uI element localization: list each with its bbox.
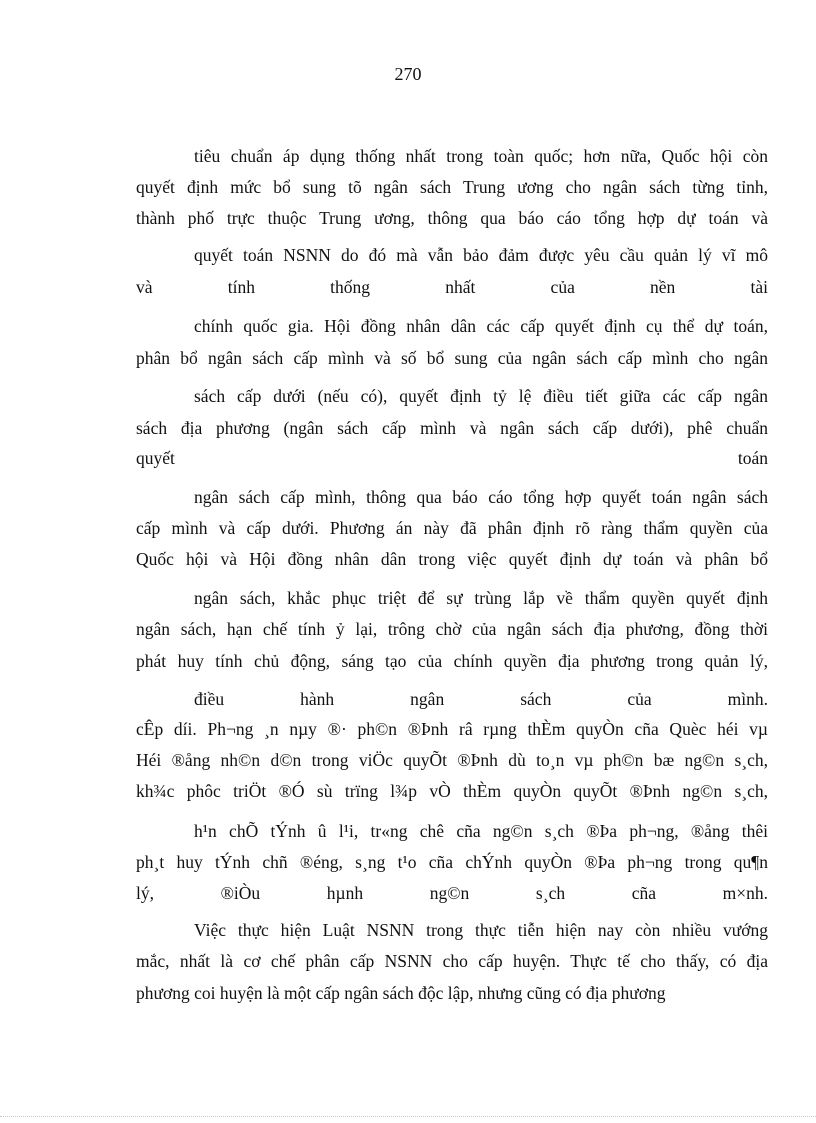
text-line: điều hành ngân sách của mình. (194, 689, 768, 709)
text-line: phát huy tính chủ động, sáng tạo của chính quyền địa phương trong quản lý, (136, 651, 768, 671)
text-line: quyết toán (136, 448, 768, 468)
text-line: chính quốc gia. Hội đồng nhân dân các cấp quyết định cụ thể dự toán, (194, 316, 768, 336)
text-line: lý, ®iÒu hµnh ng©n s¸ch cña m×nh. (136, 883, 768, 903)
text-line: mắc, nhất là cơ chế phân cấp NSNN cho cấp huyện. Thực tế cho thấy, có địa (136, 951, 768, 971)
text-line: ph¸t huy tÝnh chñ ®éng, s¸ng t¹o cña chÝnh quyÒn ®Þa ph¬ng trong qu¶n (136, 852, 768, 872)
text-line: cấp mình và cấp dưới. Phương án này đã phân định rõ ràng thẩm quyền của (136, 518, 768, 538)
text-line: tiêu chuẩn áp dụng thống nhất trong toàn quốc; hơn nữa, Quốc hội còn (194, 146, 768, 166)
text-line: quyết định mức bổ sung tõ ngân sách Trung ương cho ngân sách từng tỉnh, (136, 177, 768, 197)
page-number: 270 (394, 64, 422, 84)
text-line: Việc thực hiện Luật NSNN trong thực tiễn hiện nay còn nhiều vướng (194, 920, 768, 940)
text-line: Quốc hội và Hội đồng nhân dân trong việc quyết định dự toán và phân bổ (136, 549, 768, 569)
footer-divider (0, 1116, 816, 1117)
text-line: ngân sách cấp mình, thông qua báo cáo tổng hợp quyết toán ngân sách (194, 487, 768, 507)
text-line: phương coi huyện là một cấp ngân sách độc lập, nhưng cũng có địa phương (136, 983, 666, 1003)
text-line: Héi ®ång nh©n d©n trong viÖc quyÕt ®Þnh dù to¸n vµ ph©n bæ ng©n s¸ch, (136, 750, 768, 770)
text-line: sách cấp dưới (nếu có), quyết định tỷ lệ điều tiết giữa các cấp ngân (194, 386, 768, 406)
text-line: ngân sách, khắc phục triệt để sự trùng lắp về thẩm quyền quyết định (194, 588, 768, 608)
text-line: và tính thống nhất của nền tài (136, 277, 768, 297)
text-line: h¹n chÕ tÝnh û l¹i, tr«ng chê cña ng©n s¸ch ®Þa ph¬ng, ®ång thêi (194, 821, 768, 841)
text-line: kh¾c phôc triÖt ®Ó sù trïng l¾p vÒ thÈm quyÒn quyÕt ®Þnh ng©n s¸ch, (136, 781, 768, 801)
text-line: quyết toán NSNN do đó mà vẫn bảo đảm được yêu cầu quản lý vĩ mô (194, 245, 768, 265)
text-line: thành phố trực thuộc Trung ương, thông qua báo cáo tổng hợp dự toán và (136, 208, 768, 228)
text-line: sách địa phương (ngân sách cấp mình và ngân sách cấp dưới), phê chuẩn (136, 418, 768, 438)
text-line: cÊp díi. Ph¬ng ¸n nµy ®· ph©n ®Þnh râ rµng thÈm quyÒn cña Quèc héi vµ (136, 719, 768, 739)
text-line: ngân sách, hạn chế tính ỷ lại, trông chờ của ngân sách địa phương, đồng thời (136, 619, 768, 639)
text-line: phân bổ ngân sách cấp mình và số bổ sung của ngân sách cấp mình cho ngân (136, 348, 768, 368)
